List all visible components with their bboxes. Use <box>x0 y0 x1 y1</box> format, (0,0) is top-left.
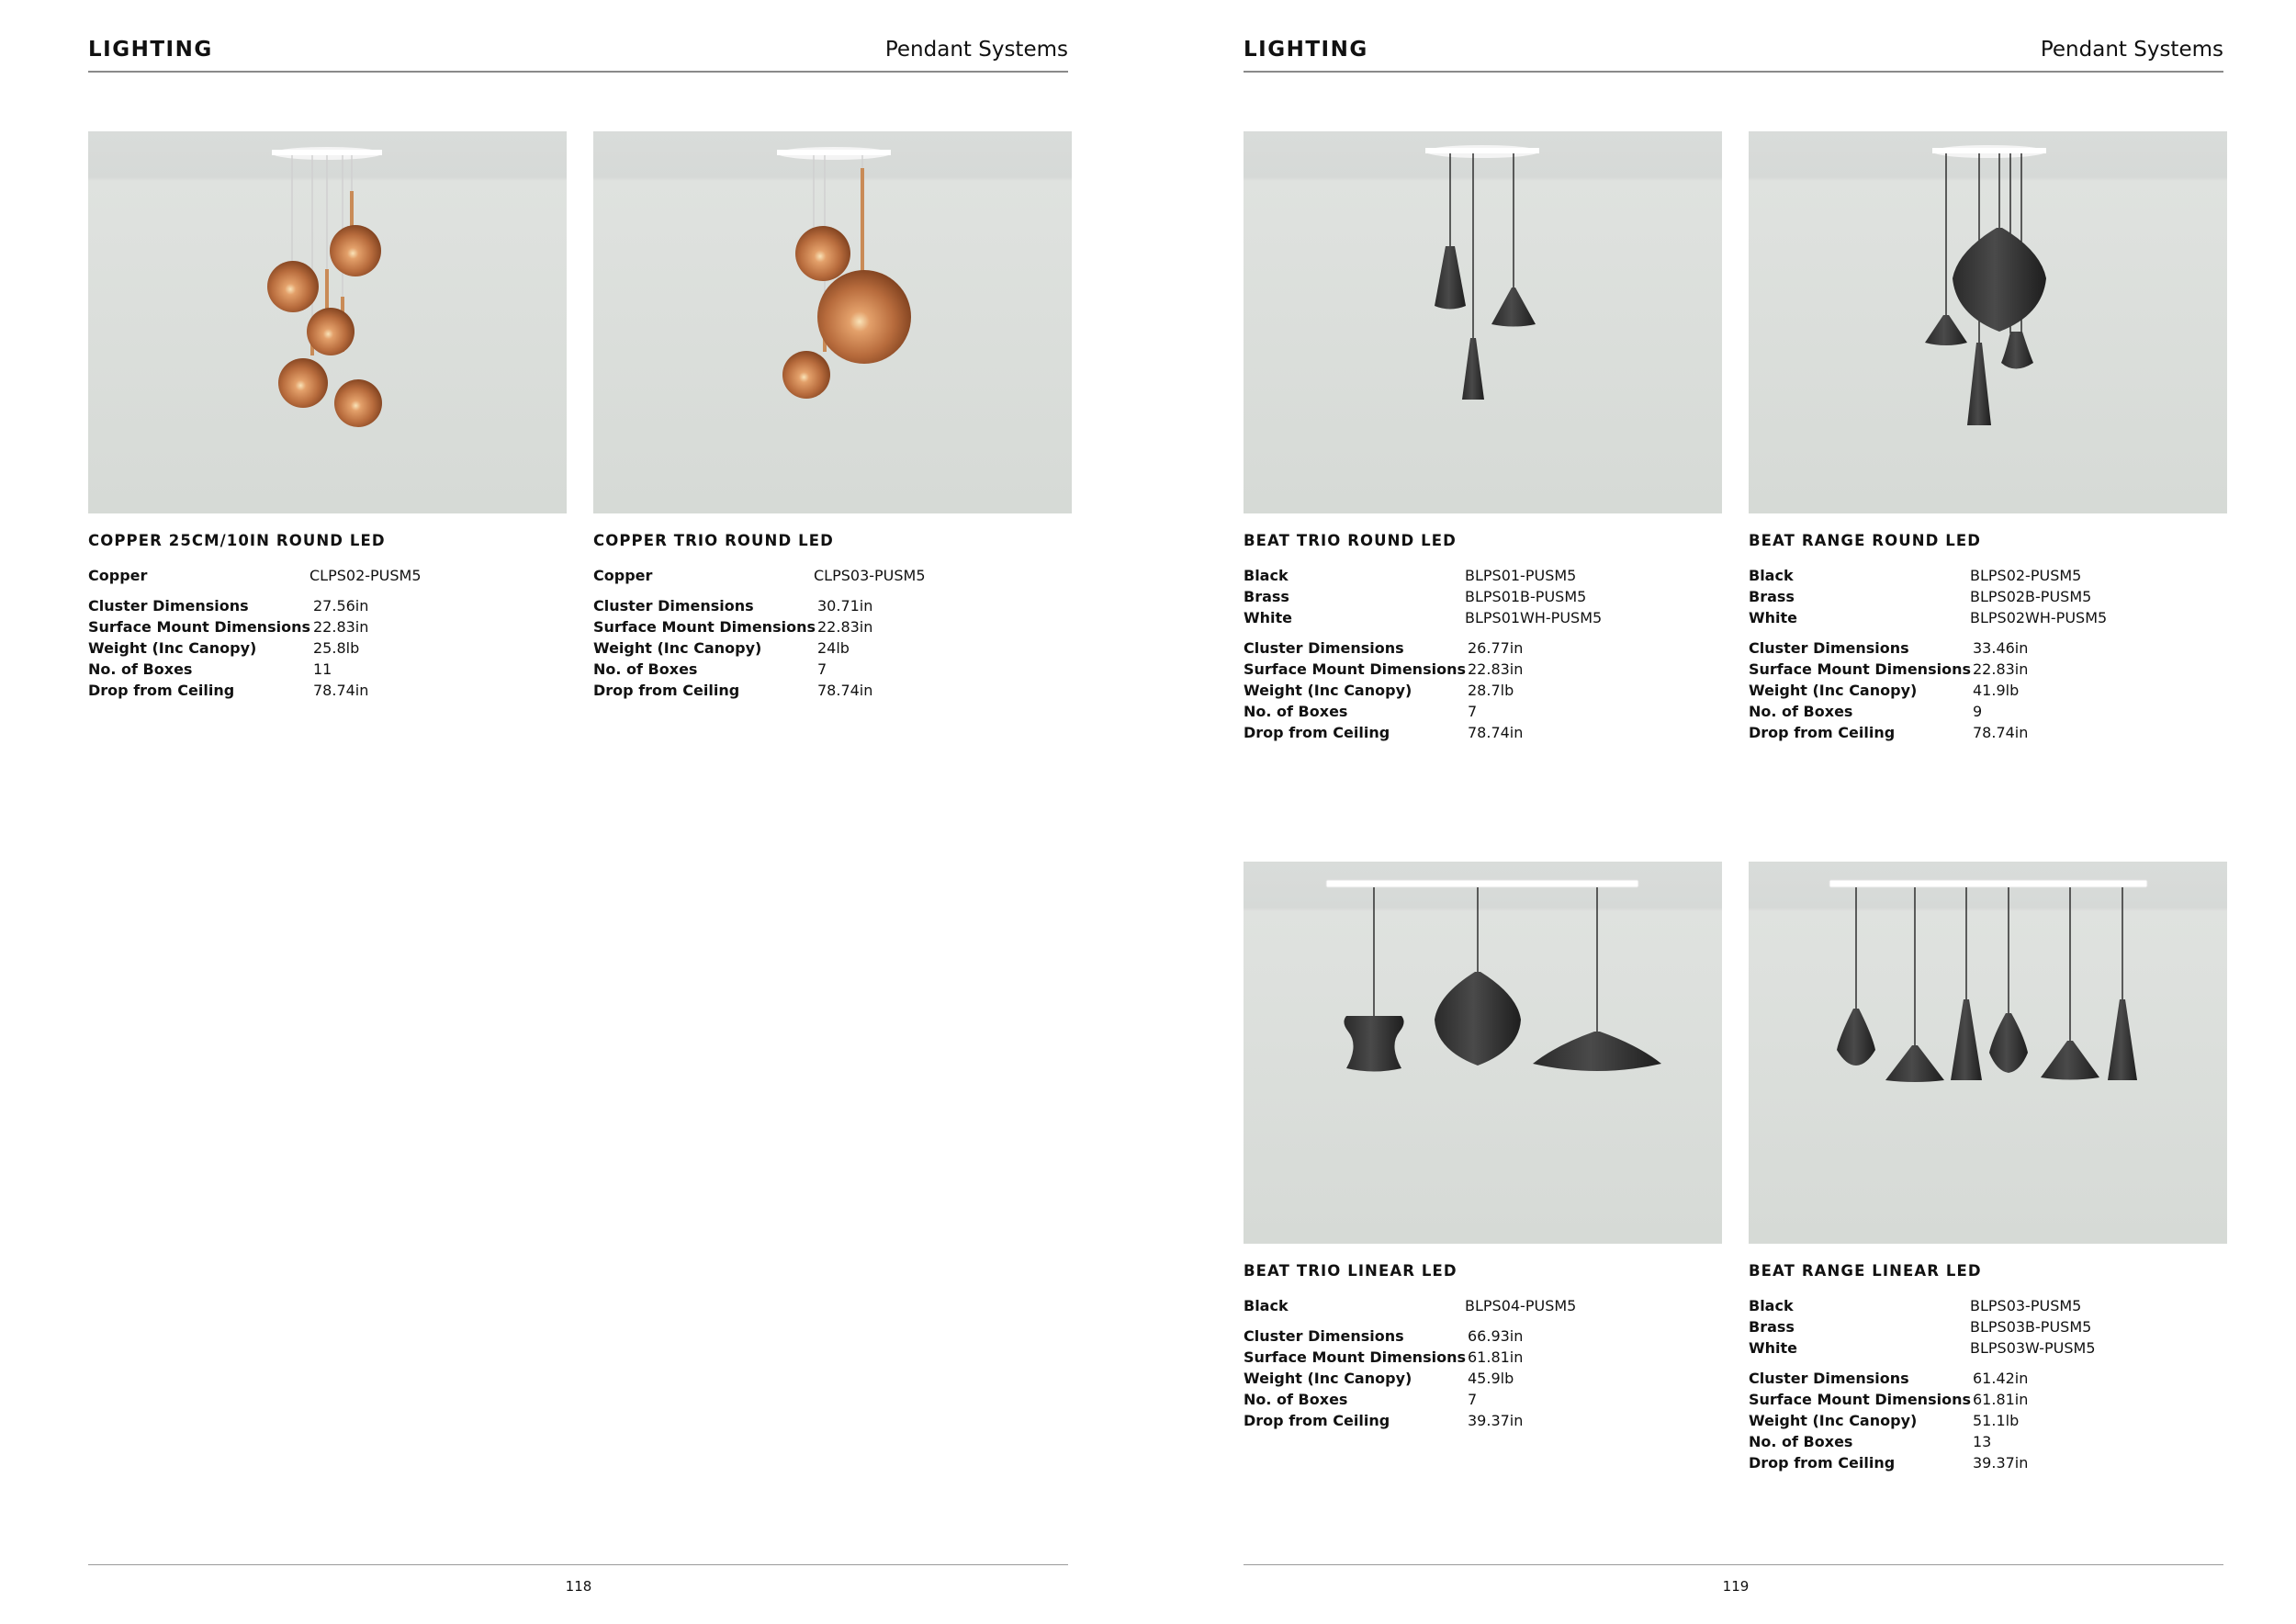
spec-label: Cluster Dimensions <box>1749 1370 1909 1387</box>
section-subtitle: Pendant Systems <box>884 38 1068 62</box>
spec-value: 28.7lb <box>1468 682 1514 699</box>
spec-value: 24lb <box>817 639 850 657</box>
product-photo-copper-round <box>88 131 567 513</box>
product-title: COPPER TRIO ROUND LED <box>593 532 834 549</box>
spec-value: 61.81in <box>1468 1348 1524 1366</box>
page-number: 119 <box>1722 1578 1750 1595</box>
footer-divider <box>1244 1564 2223 1565</box>
spec-value: 39.37in <box>1973 1454 2029 1472</box>
spec-value: 39.37in <box>1468 1412 1524 1429</box>
spec-label: No. of Boxes <box>1244 703 1348 720</box>
spec-label: Weight (Inc Canopy) <box>593 639 762 657</box>
product-title: BEAT RANGE LINEAR LED <box>1749 1262 1982 1280</box>
spec-label: Cluster Dimensions <box>1244 639 1404 657</box>
spec-value: 33.46in <box>1973 639 2029 657</box>
product-title: BEAT RANGE ROUND LED <box>1749 532 1982 549</box>
product-code: BLPS03B-PUSM5 <box>1970 1318 2092 1336</box>
product-code: BLPS02-PUSM5 <box>1970 567 2082 584</box>
product-code: BLPS01WH-PUSM5 <box>1465 609 1603 626</box>
product-code: BLPS02WH-PUSM5 <box>1970 609 2108 626</box>
section-title: LIGHTING <box>1244 38 1368 62</box>
spec-label: Drop from Ceiling <box>593 682 740 699</box>
spec-value: 78.74in <box>1973 724 2029 741</box>
product-code: BLPS01-PUSM5 <box>1465 567 1577 584</box>
product-photo-beat-range-linear <box>1749 862 2227 1244</box>
finish-label: White <box>1749 609 1798 626</box>
spec-label: Cluster Dimensions <box>1749 639 1909 657</box>
finish-label: Copper <box>88 567 148 584</box>
spec-label: Cluster Dimensions <box>1244 1327 1404 1345</box>
spec-value: 61.81in <box>1973 1391 2029 1408</box>
spec-label: Drop from Ceiling <box>1749 1454 1896 1472</box>
spec-value: 22.83in <box>817 618 873 636</box>
spec-value: 22.83in <box>1468 660 1524 678</box>
spec-value: 66.93in <box>1468 1327 1524 1345</box>
product-title: BEAT TRIO ROUND LED <box>1244 532 1457 549</box>
spec-value: 11 <box>313 660 332 678</box>
spec-value: 7 <box>1468 703 1478 720</box>
product-code: CLPS02-PUSM5 <box>310 567 422 584</box>
spec-value: 9 <box>1973 703 1983 720</box>
spec-label: Surface Mount Dimensions <box>1244 1348 1466 1366</box>
spec-label: No. of Boxes <box>1244 1391 1348 1408</box>
spec-label: No. of Boxes <box>1749 703 1853 720</box>
spec-label: Weight (Inc Canopy) <box>88 639 257 657</box>
spec-value: 51.1lb <box>1973 1412 2020 1429</box>
finish-label: White <box>1244 609 1293 626</box>
finish-label: Black <box>1244 1297 1289 1314</box>
product-photo-beat-range-round <box>1749 131 2227 513</box>
spec-label: Surface Mount Dimensions <box>88 618 310 636</box>
spec-value: 22.83in <box>313 618 369 636</box>
finish-label: Copper <box>593 567 653 584</box>
right-page <box>1148 0 2296 1624</box>
section-subtitle: Pendant Systems <box>2040 38 2223 62</box>
spec-value: 30.71in <box>817 597 873 615</box>
spec-value: 7 <box>817 660 827 678</box>
spec-label: Cluster Dimensions <box>88 597 249 615</box>
spec-label: No. of Boxes <box>88 660 193 678</box>
finish-label: Brass <box>1244 588 1289 605</box>
finish-label: White <box>1749 1339 1798 1357</box>
spec-label: Surface Mount Dimensions <box>1244 660 1466 678</box>
spec-value: 25.8lb <box>313 639 360 657</box>
spec-label: Drop from Ceiling <box>88 682 235 699</box>
spec-value: 27.56in <box>313 597 369 615</box>
spec-value: 61.42in <box>1973 1370 2029 1387</box>
spec-value: 26.77in <box>1468 639 1524 657</box>
product-code: BLPS02B-PUSM5 <box>1970 588 2092 605</box>
section-title: LIGHTING <box>88 38 213 62</box>
spec-label: Drop from Ceiling <box>1244 724 1390 741</box>
finish-label: Black <box>1749 567 1794 584</box>
page-header <box>88 34 1068 73</box>
spec-label: Surface Mount Dimensions <box>1749 1391 1971 1408</box>
page-header <box>1244 34 2223 73</box>
product-code: BLPS03W-PUSM5 <box>1970 1339 2096 1357</box>
spec-value: 13 <box>1973 1433 1992 1450</box>
finish-label: Brass <box>1749 588 1795 605</box>
spec-label: Surface Mount Dimensions <box>593 618 816 636</box>
spec-value: 45.9lb <box>1468 1370 1514 1387</box>
product-code: CLPS03-PUSM5 <box>814 567 926 584</box>
product-photo-copper-trio <box>593 131 1072 513</box>
spec-label: Drop from Ceiling <box>1244 1412 1390 1429</box>
spec-label: Weight (Inc Canopy) <box>1749 1412 1918 1429</box>
spec-label: Weight (Inc Canopy) <box>1244 1370 1412 1387</box>
finish-label: Black <box>1244 567 1289 584</box>
spec-label: Cluster Dimensions <box>593 597 754 615</box>
spec-value: 78.74in <box>1468 724 1524 741</box>
spec-label: Weight (Inc Canopy) <box>1749 682 1918 699</box>
spec-label: Weight (Inc Canopy) <box>1244 682 1412 699</box>
spec-value: 78.74in <box>817 682 873 699</box>
spec-value: 41.9lb <box>1973 682 2020 699</box>
spec-value: 22.83in <box>1973 660 2029 678</box>
spec-label: Drop from Ceiling <box>1749 724 1896 741</box>
product-photo-beat-trio-linear <box>1244 862 1722 1244</box>
finish-label: Brass <box>1749 1318 1795 1336</box>
product-code: BLPS01B-PUSM5 <box>1465 588 1587 605</box>
spec-label: No. of Boxes <box>593 660 698 678</box>
page-number: 118 <box>565 1578 592 1595</box>
product-code: BLPS04-PUSM5 <box>1465 1297 1577 1314</box>
product-title: COPPER 25CM/10IN ROUND LED <box>88 532 386 549</box>
product-title: BEAT TRIO LINEAR LED <box>1244 1262 1458 1280</box>
product-photo-beat-trio-round <box>1244 131 1722 513</box>
finish-label: Black <box>1749 1297 1794 1314</box>
spec-value: 78.74in <box>313 682 369 699</box>
spec-label: No. of Boxes <box>1749 1433 1853 1450</box>
footer-divider <box>88 1564 1068 1565</box>
spec-value: 7 <box>1468 1391 1478 1408</box>
product-code: BLPS03-PUSM5 <box>1970 1297 2082 1314</box>
spec-label: Surface Mount Dimensions <box>1749 660 1971 678</box>
